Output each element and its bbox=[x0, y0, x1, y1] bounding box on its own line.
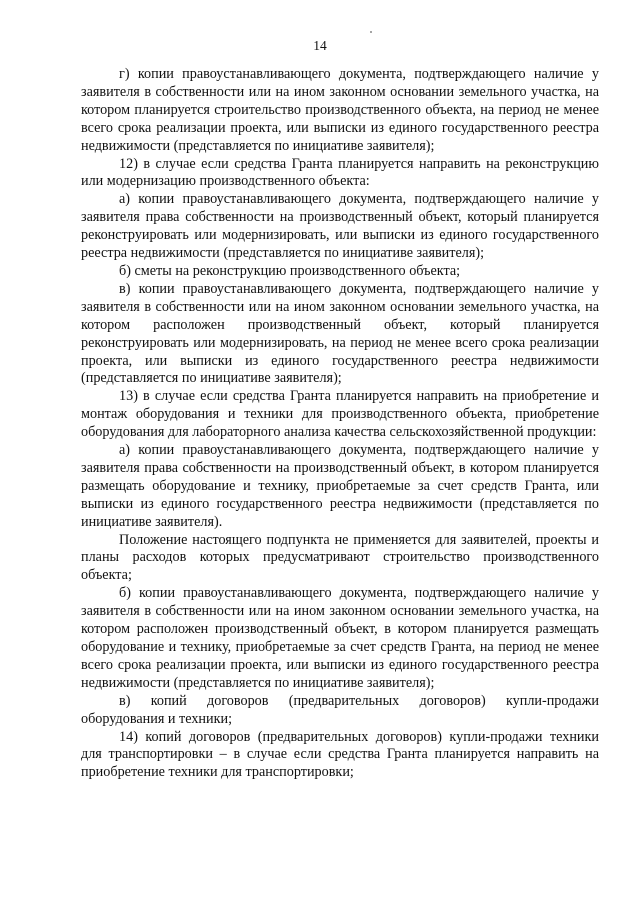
paragraph-item-g-land-plot-documents: г) копии правоустанавливающего документа, подтверждающего наличие у заявителя в собственности или на ином законном основании земельного участка, на котором планируется строительство производственного объекта, на период не менее всего срока реализации проекта, или выписки из единого государственного реестра недвижимости (представляется по инициативе заявителя); bbox=[81, 66, 599, 154]
paragraph-item-14-transport-equipment: 14) копий договоров (предварительных договоров) купли-продажи техники для транспортировки – в случае если средства Гранта планируется направить на приобретение техники для транспортировки; bbox=[81, 728, 599, 781]
paragraph-item-12v-land-plot-documents: в) копии правоустанавливающего документа, подтверждающего наличие у заявителя в собственности или на ином законном основании земельного участка, на котором расположен производственный объект, который планируется реконструировать или модернизировать, на период не менее всего срока реализации проекта, или выписки из единого государственного реестра недвижимости (представляется по инициативе заявителя); bbox=[81, 280, 599, 387]
paragraph-item-13a-ownership-documents: а) копии правоустанавливающего документа, подтверждающего наличие у заявителя права собственности на производственный объект, в котором планируется размещать оборудование и технику, приобретаемые за счет средств Гранта, или выписки из единого государственного реестра недвижимости (представляется по инициативе заявителя). bbox=[81, 442, 599, 530]
paragraph-item-12a-ownership-documents: а) копии правоустанавливающего документа, подтверждающего наличие у заявителя права собственности на производственный объект, который планируется реконструировать или модернизировать, или выписки из единого государственного реестра недвижимости (представляется по инициативе заявителя); bbox=[81, 191, 599, 262]
scan-artifact-dot bbox=[370, 31, 372, 33]
paragraph-item-13b-land-plot-documents: б) копии правоустанавливающего документа, подтверждающего наличие у заявителя в собственности или на ином законном основании земельного участка, на котором расположен производственный объект, в котором планируется размещать оборудование и технику, приобретаемые за счет средств Гранта, на период не менее всего срока реализации проекта, или выписки из единого государственного реестра недвижимости (представляется по инициативе заявителя); bbox=[81, 585, 599, 691]
paragraph-item-12-reconstruction: 12) в случае если средства Гранта планируется направить на реконструкцию или модернизацию производственного объекта: bbox=[81, 155, 599, 190]
paragraph-provision-note: Положение настоящего подпункта не применяется для заявителей, проекты и планы расходов которых предусматривают строительство производственного объекта; bbox=[81, 531, 599, 584]
page-number: 14 bbox=[313, 38, 327, 53]
paragraph-item-12b-estimates: б) сметы на реконструкцию производственного объекта; bbox=[119, 262, 461, 279]
paragraph-item-13v-purchase-contracts: в) копий договоров (предварительных договоров) купли-продажи оборудования и техники; bbox=[81, 692, 599, 727]
document-body bbox=[81, 66, 599, 782]
paragraph-item-13-equipment-purchase: 13) в случае если средства Гранта планируется направить на приобретение и монтаж оборудования и техники для производственного объекта, приобретение оборудования для лабораторного анализа качества сельскохозяйственной продукции: bbox=[81, 388, 599, 441]
